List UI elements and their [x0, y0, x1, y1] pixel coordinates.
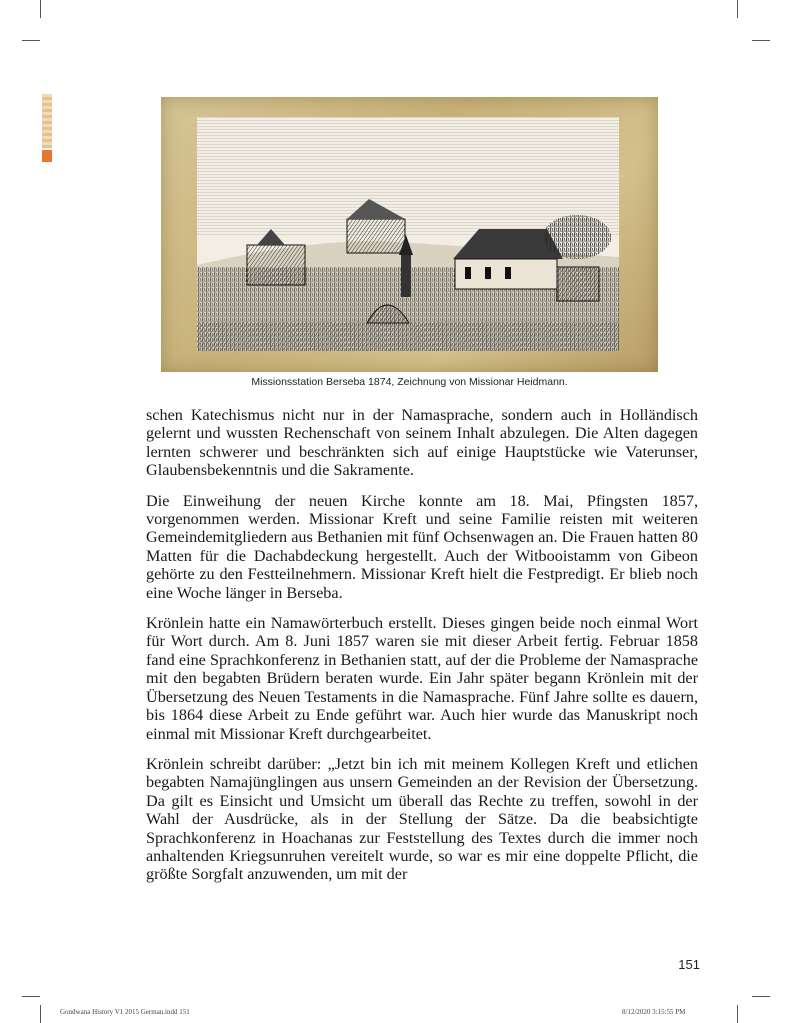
figure-caption: Missionsstation Berseba 1874, Zeichnung von Missionar Heidmann. [251, 376, 568, 388]
page-number: 151 [678, 957, 700, 972]
crop-mark [22, 40, 40, 41]
paragraph: schen Katechismus nicht nur in der Namasprache, sondern auch in Holländisch gelernt und wussten Rechenschaft von seinem Inhalt abzulegen. Die Alten dagegen lernten schwerer und beschränkten sich auf einige Hauptstücke wie Vaterunser, Glaubensbekenntnis und die Sakramente. [146, 406, 698, 480]
crop-mark [752, 40, 770, 41]
color-bar [42, 94, 52, 148]
crop-mark [737, 0, 738, 18]
paragraph: Krönlein schreibt darüber: „Jetzt bin ich mit meinem Kollegen Kreft und etlichen begabten Namajünglingen aus unsern Gemeinden an der Revision der Übersetzung. Da gilt es Einsicht und Umsicht um überall das Rechte zu treffen, sowohl in der Wahl der Ausdrücke, als in der Stellung der Sätze. Da die beabsichtigte Sprachkonferenz in Hoachanas zur Feststellung des Textes durch die immer noch anhaltenden Kriegsunruhen vereitelt wurde, so war es mir eine doppelte Pflicht, die größte Sorgfalt anzuwenden, um mit der [146, 754, 698, 884]
slug-datetime: 8/12/2020 3:15:55 PM [622, 1008, 686, 1016]
body-text [146, 406, 698, 896]
crop-mark [22, 996, 40, 997]
engraving-illustration [197, 117, 619, 351]
historical-photograph [161, 97, 658, 372]
crop-mark [40, 1005, 41, 1023]
crop-mark [737, 1005, 738, 1023]
paragraph: Die Einweihung der neuen Kirche konnte am 18. Mai, Pfingsten 1857, vorgenommen werden. Missionar Kreft und seine Familie reisten mit weiteren Gemeindemitgliedern aus Bethanien mit fünf Ochsenwagen an. Die Frauen hatten 80 Matten für die Dachabdeckung hergestellt. Auch der Witbooistamm von Gibeon gehörte zu den Festteilnehmern. Missionar Kreft hielt die Festpredigt. Er blieb noch eine Woche länger in Berseba. [146, 491, 698, 602]
color-bar-accent [42, 150, 52, 162]
crop-mark [40, 0, 41, 18]
slug-filename: Gondwana History V1 2015 German.indd 151 [60, 1008, 190, 1016]
crop-mark [752, 996, 770, 997]
paragraph: Krönlein hatte ein Namawörterbuch erstellt. Dieses gingen beide noch einmal Wort für Wort durch. Am 8. Juni 1857 waren sie mit dieser Arbeit fertig. Februar 1858 fand eine Sprachkonferenz in Bethanien statt, auf der die Probleme der Namasprache mit den begabten Brüdern beraten wurde. Ein Jahr später begann Krönlein mit der Übersetzung des Neuen Testaments in die Namasprache. Fünf Jahre sollte es dauern, bis 1864 diese Arbeit zu Ende geführt war. Auch hier wurde das Manuskript noch einmal mit Missionar Kreft durchgearbeitet. [146, 614, 698, 743]
